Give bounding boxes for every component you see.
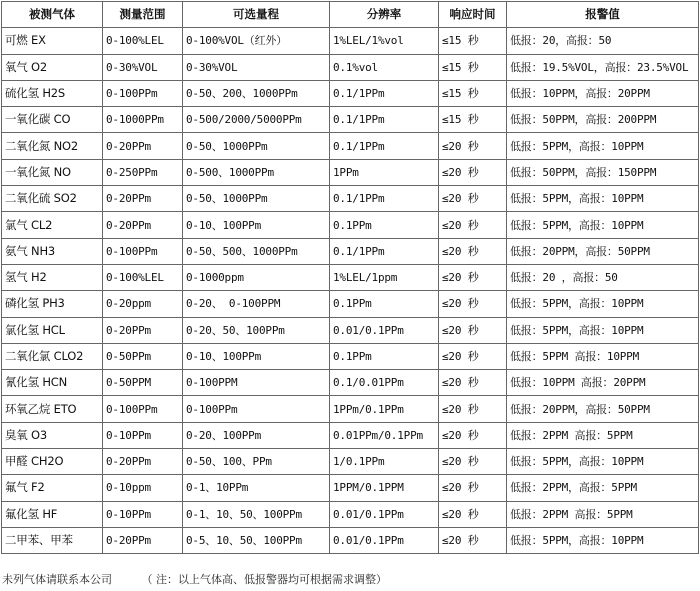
cell-response-time: ≤20 秒 [439, 343, 507, 369]
cell-gas: 二氧化硫 SO2 [2, 186, 103, 212]
cell-range: 0-100PPm [103, 238, 183, 264]
cell-gas: 二氧化氮 NO2 [2, 133, 103, 159]
cell-optional-range: 0-1、10、50、100PPm [183, 501, 330, 527]
cell-response-time: ≤20 秒 [439, 264, 507, 290]
cell-optional-range: 0-500、1000PPm [183, 159, 330, 185]
cell-range: 0-10PPm [103, 501, 183, 527]
cell-optional-range: 0-20、100PPm [183, 422, 330, 448]
cell-resolution: 0.1/1PPm [330, 133, 439, 159]
cell-response-time: ≤15 秒 [439, 80, 507, 106]
cell-alarm: 低报：5PPM，高报：10PPM [507, 133, 699, 159]
table-row [2, 370, 699, 396]
cell-gas: 氰化氢 HCN [2, 370, 103, 396]
cell-response-time: ≤20 秒 [439, 370, 507, 396]
cell-response-time: ≤20 秒 [439, 449, 507, 475]
cell-optional-range: 0-1、10PPm [183, 475, 330, 501]
cell-gas: 氯气 CL2 [2, 212, 103, 238]
cell-optional-range: 0-50、500、1000PPm [183, 238, 330, 264]
cell-response-time: ≤20 秒 [439, 475, 507, 501]
cell-response-time: ≤20 秒 [439, 501, 507, 527]
header-gas: 被测气体 [2, 2, 103, 28]
cell-resolution: 0.1PPm [330, 212, 439, 238]
header-row [2, 2, 699, 28]
cell-alarm: 低报：5PPM 高报：10PPM [507, 343, 699, 369]
cell-gas: 氨气 NH3 [2, 238, 103, 264]
cell-response-time: ≤15 秒 [439, 107, 507, 133]
cell-gas: 磷化氢 PH3 [2, 291, 103, 317]
cell-response-time: ≤20 秒 [439, 186, 507, 212]
table-row [2, 159, 699, 185]
cell-range: 0-20PPm [103, 449, 183, 475]
cell-gas: 硫化氢 H2S [2, 80, 103, 106]
cell-resolution: 0.1/0.01PPm [330, 370, 439, 396]
cell-alarm: 低报：5PPM，高报：10PPM [507, 291, 699, 317]
cell-gas: 甲醛 CH2O [2, 449, 103, 475]
cell-resolution: 1PPm [330, 159, 439, 185]
table-row [2, 264, 699, 290]
cell-range: 0-20PPm [103, 212, 183, 238]
table-row [2, 80, 699, 106]
table-row [2, 28, 699, 54]
cell-gas: 氟气 F2 [2, 475, 103, 501]
cell-optional-range: 0-20、 0-100PPM [183, 291, 330, 317]
cell-gas: 氟化氢 HF [2, 501, 103, 527]
header-resolution: 分辨率 [330, 2, 439, 28]
cell-alarm: 低报：5PPM，高报：10PPM [507, 317, 699, 343]
cell-response-time: ≤20 秒 [439, 133, 507, 159]
cell-range: 0-20PPm [103, 186, 183, 212]
cell-optional-range: 0-100PPM [183, 370, 330, 396]
cell-range: 0-50PPm [103, 343, 183, 369]
cell-gas: 氧气 O2 [2, 54, 103, 80]
cell-gas: 可燃 EX [2, 28, 103, 54]
cell-optional-range: 0-1000ppm [183, 264, 330, 290]
cell-response-time: ≤20 秒 [439, 422, 507, 448]
cell-resolution: 1PPm/0.1PPm [330, 396, 439, 422]
cell-range: 0-10ppm [103, 475, 183, 501]
cell-alarm: 低报：20PPM，高报：50PPM [507, 238, 699, 264]
cell-resolution: 0.1/1PPm [330, 107, 439, 133]
table-row [2, 54, 699, 80]
cell-optional-range: 0-100%VOL（红外） [183, 28, 330, 54]
cell-resolution: 0.01PPm/0.1PPm [330, 422, 439, 448]
cell-range: 0-10PPm [103, 422, 183, 448]
cell-gas: 环氧乙烷 ETO [2, 396, 103, 422]
cell-response-time: ≤20 秒 [439, 159, 507, 185]
header-alarm: 报警值 [507, 2, 699, 28]
cell-resolution: 0.1%vol [330, 54, 439, 80]
cell-alarm: 低报：19.5%VOL，高报：23.5%VOL [507, 54, 699, 80]
footer-contact: 未列气体请联系本公司 [2, 573, 112, 586]
cell-range: 0-250PPm [103, 159, 183, 185]
cell-range: 0-20PPm [103, 133, 183, 159]
cell-gas: 氯化氢 HCL [2, 317, 103, 343]
header-optional-range: 可选量程 [183, 2, 330, 28]
cell-resolution: 0.1/1PPm [330, 238, 439, 264]
header-response-time: 响应时间 [439, 2, 507, 28]
cell-response-time: ≤20 秒 [439, 396, 507, 422]
table-row [2, 449, 699, 475]
header-range: 测量范围 [103, 2, 183, 28]
cell-alarm: 低报：20，高报：50 [507, 28, 699, 54]
cell-alarm: 低报：50PPM，高报：200PPM [507, 107, 699, 133]
cell-range: 0-30%VOL [103, 54, 183, 80]
cell-range: 0-50PPM [103, 370, 183, 396]
cell-optional-range: 0-10、100PPm [183, 343, 330, 369]
cell-gas: 臭氧 O3 [2, 422, 103, 448]
cell-range: 0-20PPm [103, 317, 183, 343]
cell-response-time: ≤20 秒 [439, 527, 507, 553]
cell-range: 0-100PPm [103, 80, 183, 106]
table-row [2, 212, 699, 238]
cell-optional-range: 0-50、100、PPm [183, 449, 330, 475]
cell-alarm: 低报：20PPM，高报：50PPM [507, 396, 699, 422]
cell-range: 0-100%LEL [103, 264, 183, 290]
table-row [2, 291, 699, 317]
cell-alarm: 低报：20 ，高报：50 [507, 264, 699, 290]
cell-resolution: 1%LEL/1%vol [330, 28, 439, 54]
cell-gas: 氢气 H2 [2, 264, 103, 290]
table-row [2, 396, 699, 422]
cell-optional-range: 0-500/2000/5000PPm [183, 107, 330, 133]
cell-response-time: ≤15 秒 [439, 54, 507, 80]
cell-response-time: ≤15 秒 [439, 28, 507, 54]
table-body [2, 28, 699, 554]
cell-response-time: ≤20 秒 [439, 317, 507, 343]
cell-response-time: ≤20 秒 [439, 212, 507, 238]
gas-spec-table [1, 1, 699, 554]
table-row [2, 501, 699, 527]
cell-gas: 二甲苯、甲苯 [2, 527, 103, 553]
table-row [2, 527, 699, 553]
cell-alarm: 低报：50PPM，高报：150PPM [507, 159, 699, 185]
table-row [2, 133, 699, 159]
table-row [2, 107, 699, 133]
cell-range: 0-1000PPm [103, 107, 183, 133]
cell-optional-range: 0-100PPm [183, 396, 330, 422]
cell-optional-range: 0-50、1000PPm [183, 186, 330, 212]
cell-alarm: 低报：5PPM，高报：10PPM [507, 449, 699, 475]
cell-resolution: 0.01/0.1PPm [330, 501, 439, 527]
cell-alarm: 低报：5PPM，高报：10PPM [507, 212, 699, 238]
table-row [2, 186, 699, 212]
cell-gas: 一氧化碳 CO [2, 107, 103, 133]
cell-alarm: 低报：10PPM 高报：20PPM [507, 370, 699, 396]
cell-alarm: 低报：5PPM，高报：10PPM [507, 527, 699, 553]
cell-alarm: 低报：2PPM，高报：5PPM [507, 475, 699, 501]
cell-range: 0-20PPm [103, 527, 183, 553]
cell-resolution: 1/0.1PPm [330, 449, 439, 475]
cell-gas: 一氧化氮 NO [2, 159, 103, 185]
cell-alarm: 低报：10PPM，高报：20PPM [507, 80, 699, 106]
cell-range: 0-100%LEL [103, 28, 183, 54]
cell-gas: 二氧化氯 CLO2 [2, 343, 103, 369]
cell-alarm: 低报：2PPM 高报：5PPM [507, 422, 699, 448]
footer [2, 571, 387, 587]
cell-response-time: ≤20 秒 [439, 238, 507, 264]
cell-resolution: 0.01/0.1PPm [330, 527, 439, 553]
cell-optional-range: 0-50、1000PPm [183, 133, 330, 159]
cell-resolution: 0.1PPm [330, 343, 439, 369]
table-row [2, 317, 699, 343]
cell-optional-range: 0-10、100PPm [183, 212, 330, 238]
cell-alarm: 低报：5PPM，高报：10PPM [507, 186, 699, 212]
cell-range: 0-20ppm [103, 291, 183, 317]
cell-resolution: 0.1PPm [330, 291, 439, 317]
cell-range: 0-100PPm [103, 396, 183, 422]
table-row [2, 238, 699, 264]
cell-optional-range: 0-5、10、50、100PPm [183, 527, 330, 553]
cell-resolution: 1PPM/0.1PPM [330, 475, 439, 501]
cell-alarm: 低报：2PPM 高报：5PPM [507, 501, 699, 527]
cell-optional-range: 0-30%VOL [183, 54, 330, 80]
cell-optional-range: 0-20、50、100PPm [183, 317, 330, 343]
table-row [2, 475, 699, 501]
cell-resolution: 0.1/1PPm [330, 80, 439, 106]
cell-resolution: 0.1/1PPm [330, 186, 439, 212]
cell-optional-range: 0-50、200、1000PPm [183, 80, 330, 106]
cell-response-time: ≤20 秒 [439, 291, 507, 317]
cell-resolution: 1%LEL/1ppm [330, 264, 439, 290]
cell-resolution: 0.01/0.1PPm [330, 317, 439, 343]
table-row [2, 343, 699, 369]
footer-note: （ 注：以上气体高、低报警器均可根据需求调整） [141, 573, 387, 586]
table-row [2, 422, 699, 448]
